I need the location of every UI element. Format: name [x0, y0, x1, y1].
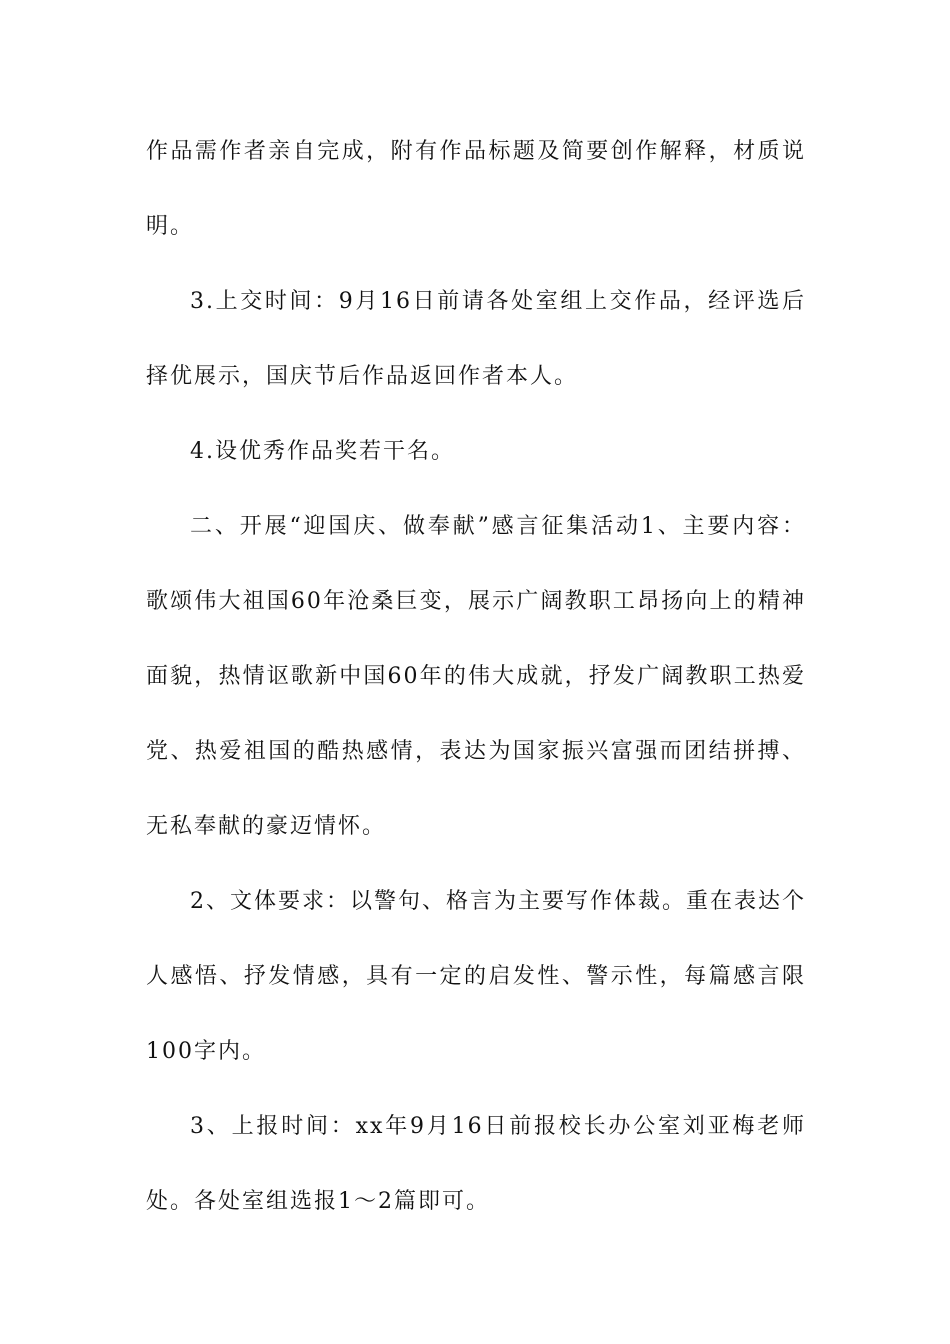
paragraph-report-time: 3、上报时间：xx年9月16日前报校长办公室刘亚梅老师处。各处室组选报1～2篇即可。 [146, 1114, 806, 1214]
paragraph-material-note: 作品需作者亲自完成，附有作品标题及简要创作解释，材质说明。 [146, 139, 806, 239]
paragraph-award: 4.设优秀作品奖若干名。 [190, 439, 455, 464]
paragraph-style-requirement: 2、文体要求：以警句、格言为主要写作体裁。重在表达个人感悟、抒发情感，具有一定的启发性、警示性，每篇感言限100字内。 [146, 889, 806, 1064]
paragraph-submission-time: 3.上交时间：9月16日前请各处室组上交作品，经评选后择优展示，国庆节后作品返回作者本人。 [146, 289, 806, 389]
paragraph-section-two-content: 二、开展“迎国庆、做奉献”感言征集活动1、主要内容：歌颂伟大祖国60年沧桑巨变，展示广阔教职工昂扬向上的精神面貌，热情讴歌新中国60年的伟大成就，抒发广阔教职工热爱党、热爱祖国的酷热感情，表达为国家振兴富强而团结拼搏、无私奉献的豪迈情怀。 [146, 514, 806, 839]
